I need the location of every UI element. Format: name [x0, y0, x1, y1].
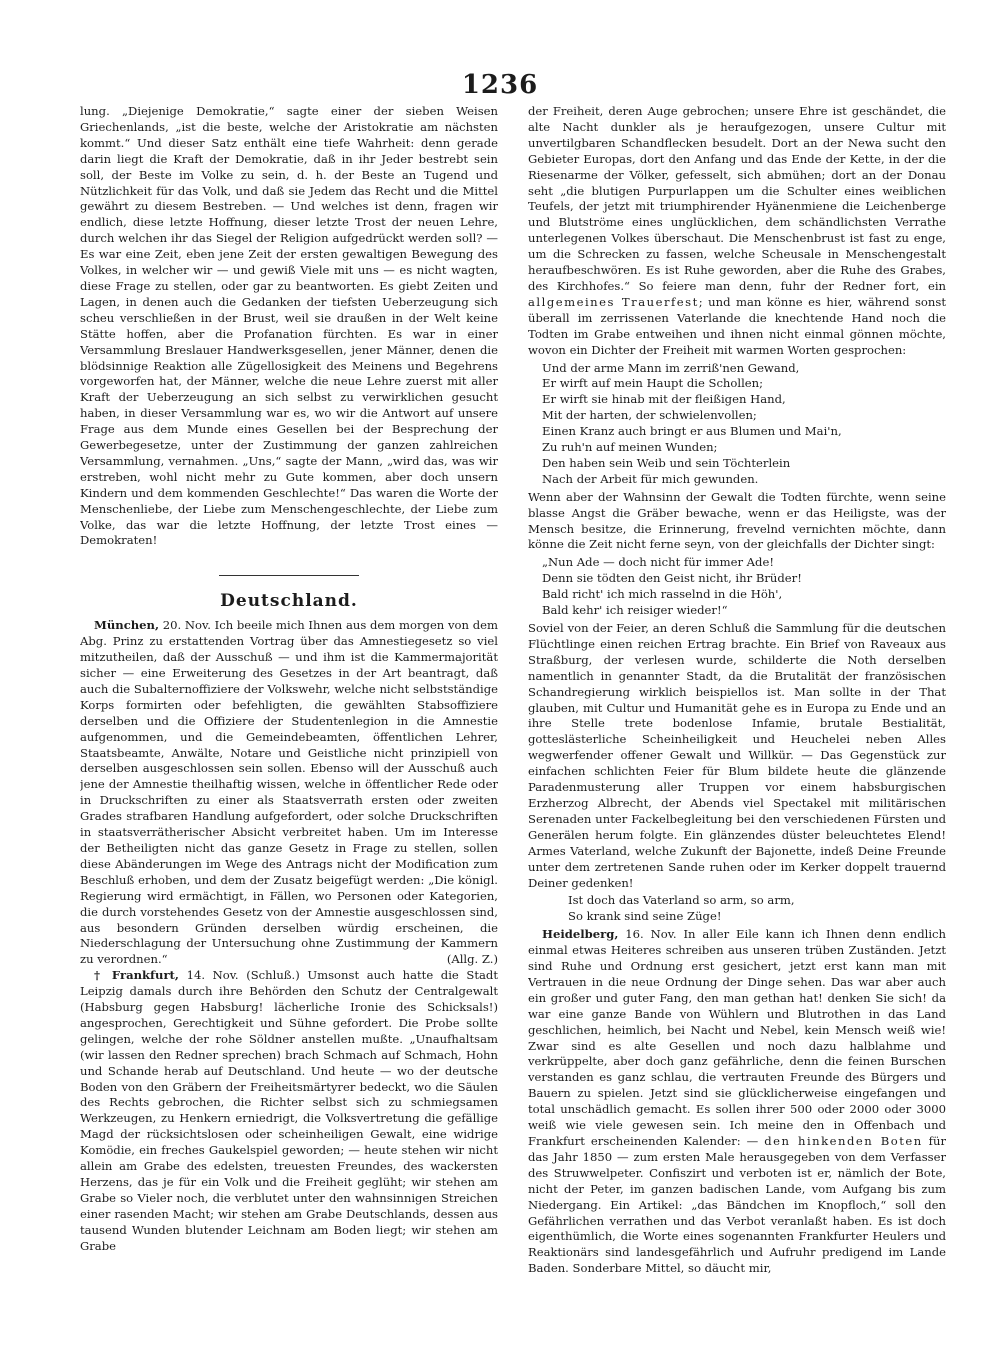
- dateline-heidelberg: Heidelberg,: [542, 927, 619, 942]
- poem-quote-2: [528, 555, 946, 619]
- page-number: 1236: [461, 70, 539, 100]
- emphasis-hinkender-bote: den hinkenden Boten: [764, 1134, 923, 1148]
- dateline-muenchen: München,: [94, 618, 160, 633]
- poem-line: So krank sind seine Züge!: [568, 909, 722, 924]
- poem-quote-3: [528, 893, 946, 925]
- poem-line: Nach der Arbeit für mich gewunden.: [542, 471, 759, 486]
- article-frankfurt-paragraph-3: Soviel von der Feier, an deren Schluß die Sammlung für die deutschen Flüchtlinge einen reichen Ertrag brachte. Ein Brief von Raveaux aus Straßburg, der verlesen wurde, schilderte die Noth derselben namentlich in genannter Stadt, da die Brutalität der französischen Schandregierung wirklich beispiellos ist. Man sollte in der That glauben, mit Cultur und Humanität gehe es in Europa zu Ende und an ihre Stelle trete bodenlose Infamie, brutale Bestialität, gotteslästerliche Scheinheiligkeit und Heuchelei neben Alles wegwerfender offener Gewalt und Willkür. — Das Gegenstück zur einfachen schlichten Feier für Blum bildete heute die glänzende Paradenmusterung aller Truppen vor einem habsburgischen Erzherzog Albrecht, der Abends viel Spectakel mit militärischen Serenaden unter Fackelbegleitung bei den verschiedenen Fürsten und Generälen herum folgte. Ein glänzendes düster beleuchtetes Elend! Armes Vaterland, welche Zukunft der Bajonette, indeß Deine Freunde unter dem zertretenen Sande ruhen oder im Kerker doppelt trauernd Deiner gedenken!: [528, 621, 946, 890]
- section-heading-deutschland: Deutschland.: [220, 591, 358, 612]
- frankfurt-continued-end: ; und man könne es hier, während sonst überall im zerrissenen Vaterlande die knechtende Hand noch die Todten im Grabe entweihen und ihnen nicht einmal gönnen möchte, wovon ein Dichter der Freiheit mit warmen Worten gesprochen:: [528, 294, 946, 357]
- poem-line: Zu ruh'n auf meinen Wunden;: [542, 440, 718, 455]
- article-frankfurt-paragraph-2: Wenn aber der Wahnsinn der Gewalt die Todten fürchte, wenn seine blasse Angst die Gräber bewache, wenn er das Heiligste, was der Mensch besitze, die Erinnerung, frevelnd vernichten möchte, dann könne die Zeit nicht ferne seyn, von der gleichfalls der Dichter singt:: [528, 489, 946, 552]
- article-muenchen-text: 20. Nov. Ich beeile mich Ihnen aus dem morgen von dem Abg. Prinz zu erstattenden Vortrag über das Amnestiegesetz so viel mitzutheilen, daß der Ausschuß — und ihm ist die Kammermajorität sicher — eine Erweiterung des Gesetzes in der Art beantragt, daß auch die Subalternoffiziere der Volkswehr, welche nicht selbstständige Korps formirten oder befehligten, die gewählten Stabsoffiziere derselben und die Offiziere der Studentenlegion in die Amnestie aufgenommen, und die Gemeindebeamten, öffentlichen Lehrer, Staatsbeamte, Anwälte, Notare und Geistliche nicht prinzipiell von derselben ausgeschlossen sein sollen. Ebenso will der Ausschuß auch jene der Amnestie theilhaftig wissen, welche in öffentlicher Rede oder in Druckschriften zu einer als Staatsverrath ersten oder zweiten Grades strafbaren Handlung aufgefordert, oder solche Druckschriften in staatsverrätherischer Absicht verbreitet haben. Um im Interesse der Betheiligten nicht das ganze Gesetz in Frage zu stellen, sollen diese Abänderungen im Wege des Antrags nicht der Modification zum Beschluß erhoben, und dem der Zusatz beigefügt werden: „Die königl. Regierung wird ermächtigt, in Fällen, wo Personen oder Kategorien, die durch vorstehendes Gesetz von der Amnestie ausgeschlossen sind, aus besondern Gründen derselben würdig erscheinen, die Niederschlagung der Untersuchung ohne Zustimmung der Kammern zu verordnen.“: [80, 618, 498, 967]
- article-frankfurt-continued: [528, 104, 946, 359]
- poem-line: Er wirft auf mein Haupt die Schollen;: [542, 376, 764, 391]
- emphasis-trauerfest: allgemeines Trauerfest: [528, 294, 699, 309]
- left-column: [80, 104, 498, 1347]
- article-frankfurt-text: 14. Nov. (Schluß.) Umsonst auch hatte die Stadt Leipzig damals durch ihre Behörden den Schutz der Centralgewalt (Habsburg gegen Habsburg! lächerliche Ironie des Schicksals!) angesprochen, Gerechtigkeit und Sühne gefordert. Die Probe sollte gelingen, welche der rohe Söldner anstellen mußte. „Unaufhaltsam (wir lassen den Redner sprechen) brach Schmach auf Schmach, Hohn und Schande herab auf Deutschland. Und heute — wo der deutsche Boden von den Gräbern der Freiheitsmärtyrer bedeckt, wo die Säulen des Rechts gebrochen, die Richter selbst sich zu schmiegsamen Werkzeugen, zu Henkern erniedrigt, die Volksvertretung die gefällige Magd der rücksichtslosen oder scheinheiligen Gewalt, eine widrige Komödie, ein freches Gaukelspiel geworden; — heute stehen wir nicht allein am Grabe des edelsten, treuesten Freundes, des wackersten Herzens, das je für ein Volk und die Freiheit geglüht; wir stehen am Grabe so Vieler noch, die verblutet unter den wahnsinnigen Streichen einer rasenden Macht; wir stehen am Grabe Deutschlands, dessen aus tausend Wunden blutender Leichnam am Boden liegt; wir stehen am Grabe: [80, 968, 498, 1253]
- article-heidelberg-end: für das Jahr 1850 — zum ersten Male herausgegeben von dem Verfasser des Struwwelpeter. Confiszirt und verboten ist er, nämlich der Bote, nicht der Peter, im ganzen badischen Lande, vom Aufgang bis zum Niedergang. Ein Artikel: „das Bändchen im Knopfloch,“ soll den Gefährlichen verrathen und das Verbot veranlaßt haben. Es ist doch eigenthümlich, die Worte eines sogenannten Frankfurter Heulers und Reaktionärs sind landesgefährlich und Aufruhr predigend im Lande Baden. Sonderbare Mittel, so däucht mir,: [528, 1134, 946, 1276]
- article-heidelberg-text: 16. Nov. In aller Eile kann ich Ihnen denn endlich einmal etwas Heiteres schreiben aus unseren trüben Zuständen. Jetzt sind Ruhe und Ordnung erst gesichert, jetzt erst kann man mit Vertrauen in die neue Ordnung der Dinge sehen. Das war aber auch ein großer und guter Fang, den man gethan hat! denken Sie sich! da war eine ganze Bande von Wühlern und Blutrothen in das Land geschlichen, heimlich, bei Nacht und Nebel, kein Mensch weiß wie! Zwar sind es alte Gesellen und noch dazu halblahme und verkrüppelte, aber doch ganz gefährliche, denn die feinen Burschen verstanden es ganz schlau, die vertrauten Freunde des Bürgers und Bauern zu spielen. Jetzt sind sie glücklicherweise eingefangen und total unschädlich gemacht. Es sollen ihrer 500 oder 2000 oder 3000 weiß wie viele gewesen sein. Ich meine den in Offenbach und Frankfurt erscheinenden Kalender: —: [528, 927, 946, 1148]
- poem-line: Einen Kranz auch bringt er aus Blumen und Mai'n,: [542, 424, 842, 439]
- poem-line: „Nun Ade — doch nicht für immer Ade!: [542, 555, 774, 570]
- article-frankfurt: [80, 968, 498, 1254]
- frankfurt-continued-text: der Freiheit, deren Auge gebrochen; unsere Ehre ist geschändet, die alte Nacht dunkler als je heraufgezogen, unsere Cultur mit unvertilgbaren Schandflecken besudelt. Dort an der Newa sucht den Gebieter Europas, dort den Anfang und das Ende der Kette, in der die Riesenarme der Völker, gefesselt, sich abmühen; dort an der Donau seht „die blutigen Purpurlappen um die Schulter eines weiblichen Teufels, der jetzt mit triumphirender Hyänenmiene die Leichenberge und Blutströme eines unglücklichen, dem schändlichsten Verrathe unterlegenen Volkes überschaut. Die Menschenbrust ist fast zu enge, um die Schrecken zu fassen, welche Scheusale in Menschengestalt heraufbeschwören. Es ist Ruhe geworden, aber die Ruhe des Grabes, des Kirchhofes.“ So feiere man denn, fuhr der Redner fort, ein: [528, 104, 946, 293]
- poem-line: Mit der harten, der schwielenvollen;: [542, 408, 757, 423]
- poem-line: Denn sie tödten den Geist nicht, ihr Brüder!: [542, 571, 802, 586]
- poem-line: Bald richt' ich mich rasselnd in die Höh',: [542, 587, 783, 602]
- poem-line: Er wirft sie hinab mit der fleißigen Hand,: [542, 392, 786, 407]
- poem-line: Ist doch das Vaterland so arm, so arm,: [568, 893, 795, 908]
- right-column: [528, 104, 946, 1347]
- article-muenchen: [80, 618, 498, 968]
- dateline-frankfurt: † Frankfurt,: [94, 968, 179, 983]
- source-citation: (Allg. Z.): [446, 952, 498, 967]
- poem-line: Und der arme Mann im zerriß'nen Gewand,: [542, 360, 800, 375]
- article-heidelberg: [528, 927, 946, 1277]
- article-democracy-continued: lung. „Diejenige Demokratie,“ sagte einer der sieben Weisen Griechenlands, „ist die beste, welche der Aristokratie am nächsten kommt.“ Und dieser Satz enthält eine tiefe Wahrheit: denn gerade darin liegt die Kraft der Demokratie, daß in ihr Jeder bestrebt sein soll, der Beste im Volke zu sein, d. h. der Beste an Tugend und Nützlichkeit für das Volk, und daß sie Jedem das Recht und die Mittel gewährt zu diesem Bestreben. — Und welches ist denn, fragen wir endlich, diese letzte Hoffnung, dieser letzte Trost der neuen Lehre, durch welchen ihr das Siegel der Religion aufgedrückt werden soll? — Es war eine Zeit, eben jene Zeit der ersten gewaltigen Bewegung des Volkes, in welcher wir — und gewiß Viele mit uns — es nicht wagten, diese Frage zu stellen, oder gar zu beantworten. Es giebt Zeiten und Lagen, in denen auch die Gedanken der tiefsten Ueberzeugung sich scheu verschließen in der Brust, weil sie draußen in der Welt keine Stätte hoffen, aber die Profanation fürchten. Es war in einer Versammlung Breslauer Handwerksgesellen, jener Männer, denen die blödsinnige Reaktion alle Zügellosigkeit des Meinens und Begehrens vorgeworfen hat, der Männer, welche die neue Lehre zuerst mit aller Kraft der Ueberzeugung an sich selbst zu verwirklichen gesucht haben, in dieser Versammlung war es, wo wir die Antwort auf unsere Frage aus dem Munde eines Gesellen bei der Besprechung der Gewerbegesetze, unter der Zustimmung der ganzen zahlreichen Versammlung, vernahmen. „Uns,“ sagte der Mann, „wird das, was wir erstreben, wohl nicht mehr zu Gute kommen, aber doch unsern Kindern und dem kommenden Geschlechte!“ Das waren die Worte der Menschenliebe, der Liebe zum Menschengeschlechte, der Liebe zum Volke, das war die letzte Hoffnung, der letzte Trost eines — Demokraten!: [80, 104, 498, 548]
- poem-line: Bald kehr' ich reisiger wieder!“: [542, 603, 728, 618]
- section-divider: [219, 575, 359, 576]
- poem-quote-1: [528, 361, 946, 488]
- poem-line: Den haben sein Weib und sein Töchterlein: [542, 455, 791, 470]
